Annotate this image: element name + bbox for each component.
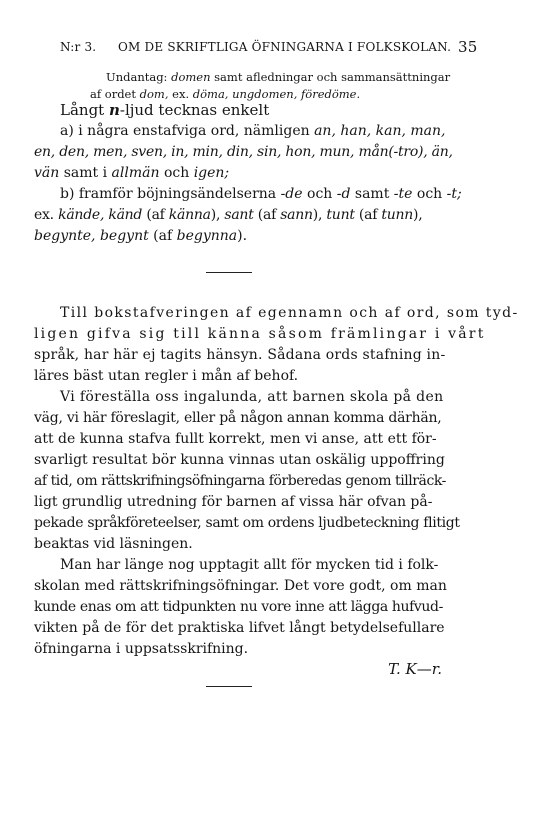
text-line: pekade språkföreteelser, samt om ordens ljudbeteckning flitigt bbox=[34, 515, 460, 531]
rule-item-a-cont: vän samt i allmän och igen; bbox=[34, 165, 230, 181]
section-divider bbox=[206, 686, 252, 687]
text-line: att de kunna stafva fullt korrekt, men vi anse, att ett för- bbox=[34, 431, 437, 447]
rule-item-a: a) i några enstafviga ord, nämligen an, han, kan, man, bbox=[60, 123, 446, 139]
running-header bbox=[0, 38, 560, 58]
text-line: läres bäst utan regler i mån af behof. bbox=[34, 368, 299, 384]
text-line: svarligt resultat bör kunna vinnas utan oskälig uppoffring bbox=[34, 452, 445, 468]
text-line: ligen gifva sig till känna såsom främlingar i vårt bbox=[34, 326, 486, 342]
author-signature: T. K—r. bbox=[388, 660, 442, 678]
text-line: Vi föreställa oss ingalunda, att barnen skola på den bbox=[60, 389, 444, 405]
note-line: af ordet dom, ex. döma, ungdomen, föredöme. bbox=[90, 87, 361, 101]
running-title: OM DE SKRIFTLIGA ÖFNINGARNA I FOLKSKOLAN. bbox=[118, 40, 452, 54]
rule-item-a-cont: en, den, men, sven, in, min, din, sin, hon, mun, mån(-tro), än, bbox=[34, 144, 453, 160]
rule-heading: Långt n-ljud tecknas enkelt bbox=[60, 101, 270, 119]
text-line: skolan med rättskrifningsöfningar. Det vore godt, om man bbox=[34, 578, 447, 594]
text-line: vikten på de för det praktiska lifvet långt betydelsefullare bbox=[34, 620, 445, 636]
text-line: språk, har här ej tagits hänsyn. Sådana ords stafning in- bbox=[34, 347, 446, 363]
rule-item-b: b) framför böjningsändelserna -de och -d samt -te och -t; bbox=[60, 186, 462, 202]
text-line: kunde enas om att tidpunkten nu vore inne att lägga hufvud- bbox=[34, 599, 443, 615]
text-line: öfningarna i uppsatsskrifning. bbox=[34, 641, 249, 657]
text-line: Man har länge nog upptagit allt för mycken tid i folk- bbox=[60, 557, 439, 573]
text-line: beaktas vid läsningen. bbox=[34, 536, 193, 552]
text-line: ligt grundlig utredning för barnen af vissa här ofvan på- bbox=[34, 494, 433, 510]
section-divider bbox=[206, 272, 252, 273]
rule-item-b-cont: ex. kände, känd (af känna), sant (af sann), tunt (af tunn), bbox=[34, 207, 423, 223]
page-number: 35 bbox=[458, 38, 478, 56]
text-line: väg, vi här föreslagit, eller på någon annan komma därhän, bbox=[34, 410, 442, 426]
rule-item-b-cont: begynte, begynt (af begynna). bbox=[34, 228, 248, 244]
issue-number: N:r 3. bbox=[60, 40, 97, 54]
text-line: Till bokstafveringen af egennamn och af ord, som tyd- bbox=[60, 305, 519, 321]
note-line: Undantag: domen samt afledningar och sammansättningar bbox=[106, 70, 451, 84]
text-line: af tid, om rättskrifningsöfningarna förberedas genom tillräck- bbox=[34, 473, 446, 489]
